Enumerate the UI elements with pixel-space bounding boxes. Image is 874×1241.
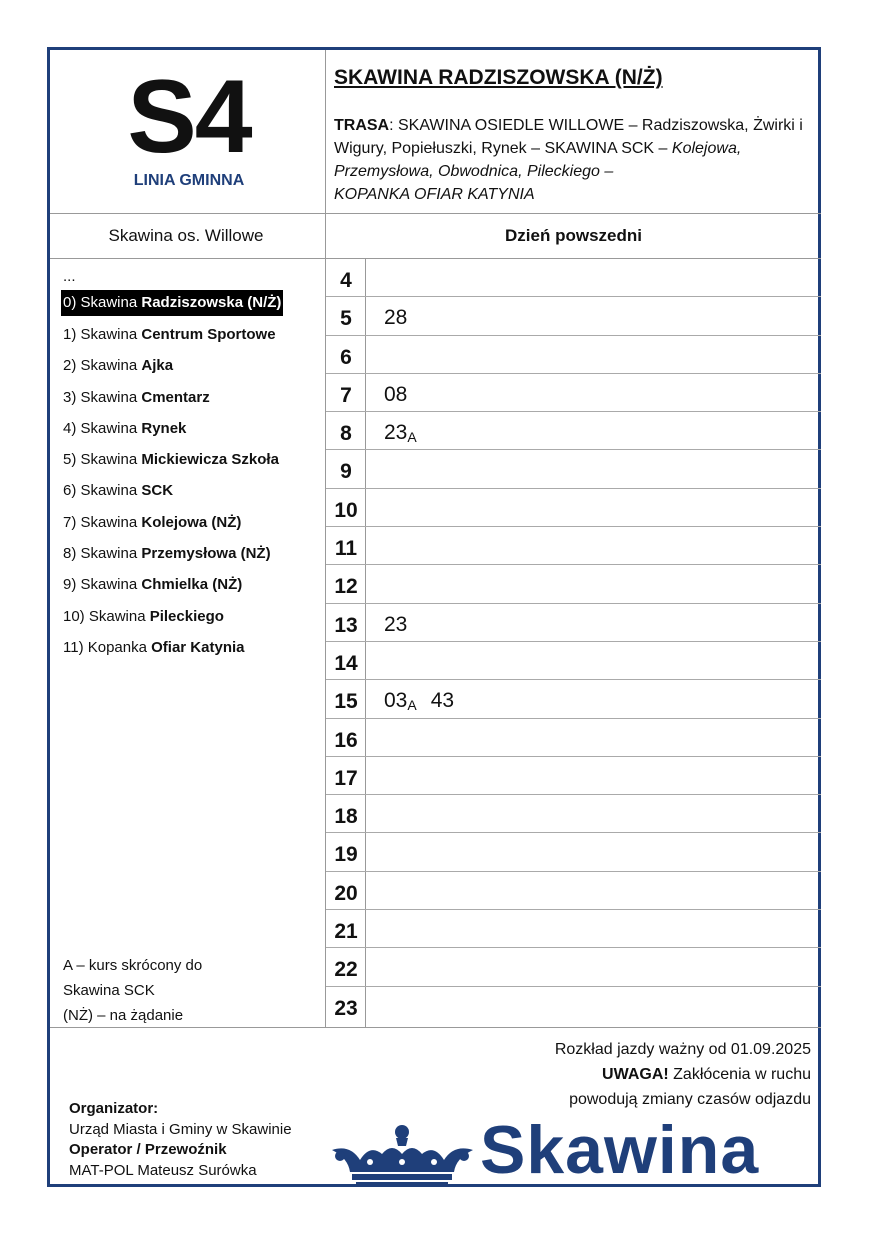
stop-prefix: 6) Skawina xyxy=(63,482,142,500)
hour-row xyxy=(326,412,821,450)
hour-number: 12 xyxy=(334,575,358,599)
hour-number: 13 xyxy=(334,613,358,637)
stop-item xyxy=(63,319,283,350)
legend-line: Skawina SCK xyxy=(63,982,155,999)
hour-row xyxy=(326,259,821,297)
hour-number: 21 xyxy=(334,920,358,944)
hour-number: 19 xyxy=(334,843,358,867)
crown-icon xyxy=(330,1124,475,1188)
hour-number: 15 xyxy=(334,690,358,714)
hour-row xyxy=(326,297,821,335)
hour-number: 7 xyxy=(340,383,352,407)
stop-prefix: 0) Skawina xyxy=(63,294,142,311)
departure-note: A xyxy=(407,429,417,446)
minute-value: 28 xyxy=(384,306,408,330)
hour-number: 8 xyxy=(340,422,352,446)
stop-item xyxy=(63,632,283,663)
warning-text-2: powodują zmiany czasów odjazdu xyxy=(569,1091,811,1108)
hour-row xyxy=(326,450,821,488)
validity-date: Rozkład jazdy ważny od 01.09.2025 xyxy=(554,1041,811,1058)
legend-line: A – kurs skrócony do xyxy=(63,957,203,974)
stop-name: Chmielka (NŻ) xyxy=(141,576,243,594)
operator-name: MAT-POL Mateusz Surówka xyxy=(69,1161,257,1179)
hour-number: 6 xyxy=(340,345,352,369)
minute-value: 03 xyxy=(384,689,408,713)
minute-list xyxy=(384,421,431,445)
stop-prefix: ... xyxy=(63,268,76,285)
hour-row xyxy=(326,527,821,565)
validity-notice xyxy=(451,1037,811,1112)
hour-row xyxy=(326,489,821,527)
stop-item xyxy=(63,266,283,288)
legend-line: (NŻ) – na żądanie xyxy=(63,1007,184,1024)
hour-row xyxy=(326,719,821,757)
stop-item xyxy=(63,538,283,569)
departure-minute xyxy=(431,689,454,712)
hour-row xyxy=(326,604,821,642)
hour-row xyxy=(326,374,821,412)
stop-name: Mickiewicza Szkoła xyxy=(141,451,279,469)
departure-minute xyxy=(384,689,417,712)
hour-row xyxy=(326,987,821,1025)
hour-row xyxy=(326,642,821,680)
stop-item xyxy=(63,350,283,381)
stop-item xyxy=(63,601,283,632)
stop-name: Przemysłowa (NŻ) xyxy=(141,545,271,563)
route-label: TRASA xyxy=(334,117,390,134)
stop-name: Rynek xyxy=(141,419,187,437)
departure-minute xyxy=(384,383,407,406)
stop-list xyxy=(63,266,283,663)
logo-text: Skawina xyxy=(480,1112,760,1188)
stop-prefix: 3) Skawina xyxy=(63,388,142,406)
hour-row xyxy=(326,910,821,948)
hour-row xyxy=(326,833,821,871)
hour-number: 4 xyxy=(340,269,352,292)
skawina-logo xyxy=(330,1112,825,1194)
hour-number: 17 xyxy=(334,766,358,790)
stop-prefix: 2) Skawina xyxy=(63,357,142,375)
hour-number: 23 xyxy=(334,996,358,1020)
route-part2: Kolejowa, Przemysłowa, Obwodnica, Pileckiego – xyxy=(334,140,742,180)
departure-note: A xyxy=(407,697,417,714)
stop-item xyxy=(63,413,283,444)
line-type: LINIA GMINNA xyxy=(133,172,245,189)
hour-number: 20 xyxy=(334,881,358,905)
warning-label: UWAGA! xyxy=(602,1066,669,1083)
departure-minute xyxy=(384,421,417,444)
stop-name: Pileckiego xyxy=(149,607,224,625)
stop-prefix: 8) Skawina xyxy=(63,545,142,563)
hour-number: 18 xyxy=(334,805,358,829)
stop-name: Ofiar Katynia xyxy=(151,638,245,656)
stop-prefix: 4) Skawina xyxy=(63,419,142,437)
line-code: S4 xyxy=(127,59,251,175)
stop-prefix: 7) Skawina xyxy=(63,513,142,531)
stop-title: SKAWINA RADZISZOWSKA (N/Ż) xyxy=(334,66,663,89)
stop-name: SCK xyxy=(141,482,174,500)
stop-prefix: 1) Skawina xyxy=(63,326,142,343)
operator-label: Operator / Przewoźnik xyxy=(69,1141,227,1158)
minute-list xyxy=(384,306,421,330)
organizer-name: Urząd Miasta i Gminy w Skawinie xyxy=(69,1120,292,1138)
hour-number: 16 xyxy=(334,728,358,752)
stop-prefix: 10) Skawina xyxy=(63,607,150,625)
organizer-info xyxy=(69,1099,292,1181)
hour-row xyxy=(326,757,821,795)
stop-name: Kolejowa (NŻ) xyxy=(141,513,242,531)
stop-prefix: 11) Kopanka xyxy=(63,638,152,656)
hour-number: 10 xyxy=(334,498,358,522)
minute-value: 23 xyxy=(384,612,408,636)
hour-row xyxy=(326,336,821,374)
hour-row xyxy=(326,948,821,986)
header-divider xyxy=(50,213,821,214)
stop-item xyxy=(63,382,283,413)
current-stop xyxy=(61,290,283,316)
route-part3: KOPANKA OFIAR KATYNIA xyxy=(334,186,535,203)
legend xyxy=(63,953,202,1028)
hour-number: 9 xyxy=(340,460,352,484)
departure-grid xyxy=(326,259,821,1025)
minute-value: 43 xyxy=(430,689,455,713)
departure-minute xyxy=(384,613,407,636)
hour-row xyxy=(326,565,821,603)
stop-name: Centrum Sportowe xyxy=(141,326,276,343)
stop-item xyxy=(63,569,283,600)
stop-item xyxy=(63,444,283,475)
stop-name: Ajka xyxy=(141,357,174,375)
hour-number: 22 xyxy=(334,958,358,982)
minute-list xyxy=(384,689,468,713)
hour-row xyxy=(326,680,821,718)
stop-name: Radziszowska (N/Ż) xyxy=(141,294,282,311)
stop-name: Cmentarz xyxy=(141,388,210,406)
hour-row xyxy=(326,872,821,910)
stop-prefix: 5) Skawina xyxy=(63,451,142,469)
minute-list xyxy=(384,613,421,637)
stop-item xyxy=(63,475,283,506)
hour-number: 14 xyxy=(334,651,358,675)
departure-minute xyxy=(384,306,407,329)
minute-list xyxy=(384,383,421,407)
warning-text xyxy=(451,1062,811,1087)
minute-value: 08 xyxy=(384,382,408,406)
stop-item xyxy=(63,507,283,538)
day-type-header: Dzień powszedni xyxy=(505,226,642,245)
minute-value: 23 xyxy=(384,421,408,445)
warning-rest: Zakłócenia w ruchu xyxy=(668,1066,811,1083)
direction-header: Skawina os. Willowe xyxy=(108,226,264,245)
stop-prefix: 9) Skawina xyxy=(63,576,142,594)
route-description xyxy=(334,114,818,206)
hour-number: 5 xyxy=(340,307,352,331)
organizer-label: Organizator: xyxy=(69,1100,159,1117)
hour-number: 11 xyxy=(334,537,358,561)
route-part1: : SKAWINA OSIEDLE WILLOWE – Radziszowska, Żwirki i Wigury, Popiełuszki, Rynek – SKAWINA SCK – xyxy=(334,117,803,157)
hour-row xyxy=(326,795,821,833)
